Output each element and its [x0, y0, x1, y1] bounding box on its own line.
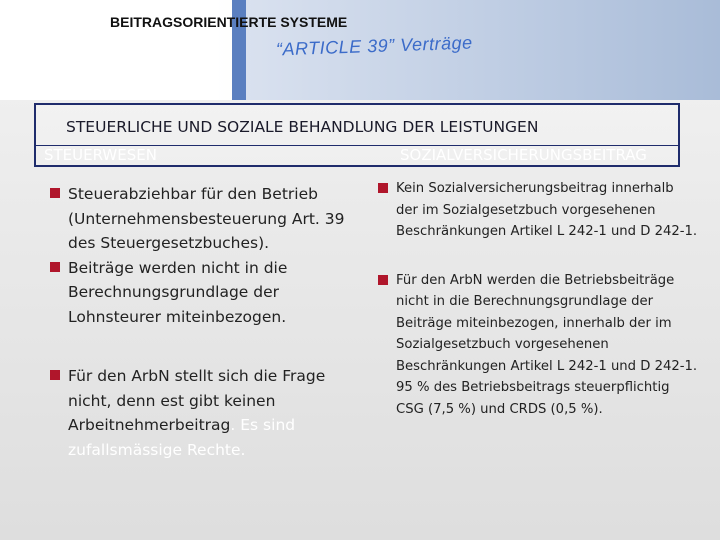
list-item	[50, 256, 350, 330]
bullet-text: Für den ArbN werden die Betriebsbeiträge nicht in die Berechnungsgrundlage der Beiträge miteinbezogen, innerhalb der im Sozialgesetzbuch vorgesehenen Beschränkungen Artikel L 242-1 und D 242-1. 95 % des Betriebsbeitrags steuerpflichtig CSG (7,5 %) und CRDS (0,5 %).	[396, 272, 698, 417]
square-bullet-icon	[378, 275, 388, 285]
bullet-text: Kein Sozialversicherungsbeitrag innerhalb der im Sozialgesetzbuch vorgesehenen Beschränkungen Artikel L 242-1 und D 242-1.	[396, 181, 698, 239]
right-bullet-list	[378, 178, 698, 420]
square-bullet-icon	[50, 262, 60, 272]
square-bullet-icon	[378, 183, 388, 193]
list-item	[378, 178, 698, 243]
square-bullet-icon	[50, 188, 60, 198]
list-item	[50, 182, 350, 256]
left-bullet-list	[50, 182, 350, 462]
slide-kicker: BEITRAGSORIENTIERTE SYSTEME	[110, 14, 348, 30]
article-subtitle: “ARTICLE 39” Verträge	[275, 32, 473, 60]
bullet-text: Steuerabziehbar für den Betrieb (Unternehmensbesteuerung Art. 39 des Steuergesetzbuches).	[68, 185, 345, 252]
left-column-heading: STEUERWESEN	[44, 146, 157, 164]
square-bullet-icon	[50, 370, 60, 380]
right-column-heading: SOZIALVERSICHERUNGSBEITRAG	[400, 146, 647, 164]
list-item	[378, 270, 698, 421]
bullet-text: Beiträge werden nicht in die Berechnungsgrundlage der Lohnsteurer miteinbezogen.	[68, 258, 288, 326]
list-item	[50, 364, 350, 462]
slide-title: STEUERLICHE UND SOZIALE BEHANDLUNG DER LEISTUNGEN	[66, 118, 539, 136]
bullet-text-muted: . Es sind zufallsmässige Rechte.	[68, 416, 296, 459]
bullet-text: Für den ArbN stellt sich die Frage nicht, denn est gibt keinen Arbeitnehmerbeitrag	[68, 367, 326, 434]
